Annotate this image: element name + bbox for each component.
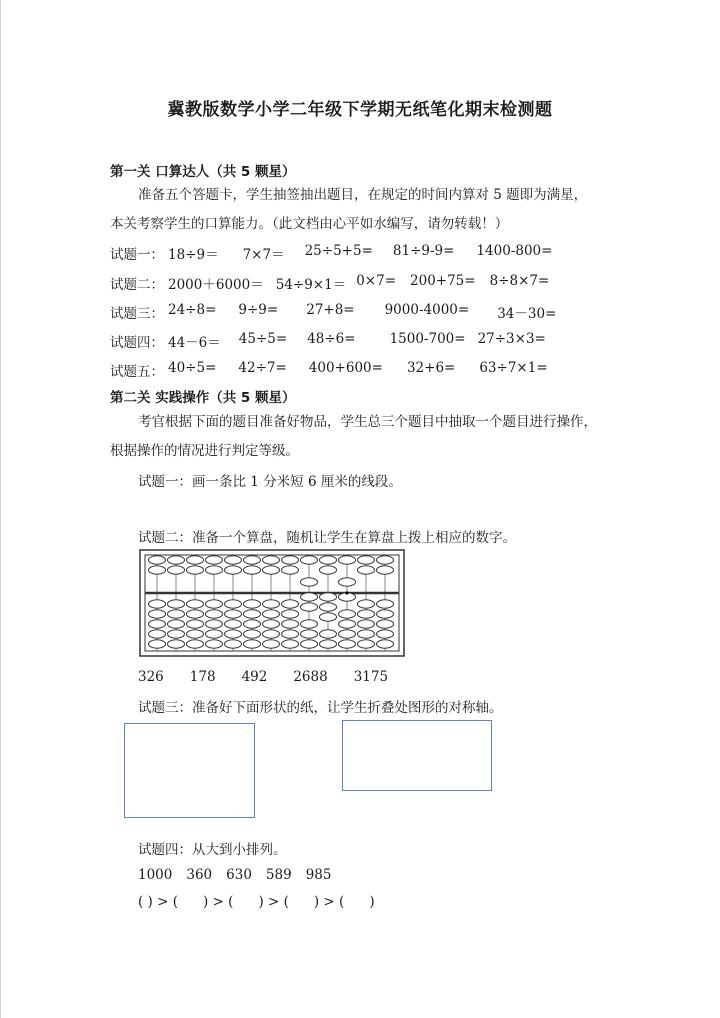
rectangle-paper-shape <box>342 720 492 791</box>
abacus-bead <box>244 630 261 638</box>
problem: 32+6= <box>406 360 456 376</box>
abacus-bead <box>320 630 337 638</box>
oral-row-3 <box>110 302 576 322</box>
problem: 7×7＝ <box>242 247 285 263</box>
abacus-bead <box>263 566 280 574</box>
abacus-bead <box>244 640 261 648</box>
section1-intro-line2: 本关考察学生的口算能力。（此文档由心平如水编写，请勿转载！） <box>110 216 509 232</box>
abacus-number: 3175 <box>353 669 389 685</box>
abacus-bead <box>225 600 242 608</box>
row-label: 试题四： <box>110 335 164 351</box>
abacus-bead <box>377 600 394 608</box>
problem: 40÷5= <box>168 360 217 376</box>
square-paper-shape <box>124 723 255 818</box>
abacus-bead <box>282 610 299 618</box>
abacus-bead <box>377 610 394 618</box>
order-number: 589 <box>265 867 292 883</box>
abacus-bead <box>225 610 242 618</box>
abacus-bead <box>301 620 318 628</box>
abacus-bead <box>282 556 299 564</box>
problem: 27+8= <box>306 302 355 318</box>
abacus-bead <box>282 640 299 648</box>
row-label: 试题五： <box>110 364 164 380</box>
order-number: 630 <box>226 867 252 883</box>
section2-intro <box>110 408 610 466</box>
abacus-bead <box>225 630 242 638</box>
oral-row-2 <box>110 273 569 293</box>
abacus-bead <box>282 566 299 574</box>
abacus-bead <box>149 610 166 618</box>
abacus-bead <box>187 600 204 608</box>
abacus-bead <box>244 556 261 564</box>
practice-q1: 试题一：画一条比 1 分米短 6 厘米的线段。 <box>138 474 402 490</box>
abacus-bead <box>339 610 356 618</box>
abacus-bead <box>149 600 166 608</box>
problem: 8÷8×7= <box>489 273 550 289</box>
abacus-bead <box>168 640 185 648</box>
abacus-bead <box>263 640 280 648</box>
abacus-bead <box>339 620 356 628</box>
abacus-bead <box>282 600 299 608</box>
problem: 25÷5+5= <box>304 243 373 259</box>
row-label: 试题三： <box>110 306 164 322</box>
abacus-bead <box>225 620 242 628</box>
problem: 9000-4000= <box>384 302 470 318</box>
abacus-number: 326 <box>138 669 164 685</box>
abacus-bead <box>263 600 280 608</box>
problem: 81÷9-9= <box>392 243 455 259</box>
abacus-bead <box>282 620 299 628</box>
problem: 45÷5= <box>238 331 288 347</box>
abacus-bead <box>225 556 242 564</box>
abacus-bead <box>149 556 166 564</box>
abacus-bead <box>206 566 223 574</box>
problem: 1500-700= <box>389 331 466 347</box>
abacus-bead <box>244 610 261 618</box>
problem: 18÷9＝ <box>168 247 219 263</box>
problem: 42÷7= <box>238 360 287 376</box>
order-blanks <box>138 894 384 910</box>
abacus-bead <box>358 610 375 618</box>
abacus-bead <box>168 630 185 638</box>
answer-blank[interactable]: ) > ( <box>258 894 289 910</box>
abacus-bead <box>301 578 318 586</box>
problem: 400+600= <box>308 360 383 376</box>
abacus-bead <box>244 566 261 574</box>
abacus-bead <box>168 620 185 628</box>
abacus-bead <box>206 620 223 628</box>
abacus-bead <box>244 600 261 608</box>
abacus-bead <box>206 640 223 648</box>
abacus-number: 178 <box>189 669 216 685</box>
page-title: 冀教版数学小学二年级下学期无纸笔化期末检测题 <box>167 100 553 120</box>
abacus-bead <box>301 630 318 638</box>
problem: 34－30= <box>497 306 557 322</box>
abacus-bead <box>225 566 242 574</box>
abacus-bead <box>168 556 185 564</box>
problem: 48÷6= <box>307 331 356 347</box>
abacus-bead <box>149 566 166 574</box>
abacus-bead <box>168 566 185 574</box>
abacus-bead <box>187 556 204 564</box>
practice-q4: 试题四：从大到小排列。 <box>138 842 287 858</box>
problem: 63÷7×1= <box>479 360 548 376</box>
abacus-bead <box>339 556 356 564</box>
abacus-bead <box>377 620 394 628</box>
abacus-bead <box>149 620 166 628</box>
problem: 9÷9= <box>238 302 279 318</box>
oral-row-1 <box>110 243 572 263</box>
section2-intro-line2: 根据操作的情况进行判定等级。 <box>110 443 299 459</box>
problem: 54÷9×1＝ <box>275 277 347 293</box>
answer-blank[interactable]: ) <box>369 894 375 910</box>
abacus-bead <box>320 566 337 574</box>
abacus-bead <box>206 610 223 618</box>
abacus-bead <box>320 556 337 564</box>
abacus-bead <box>320 593 337 601</box>
abacus-bead <box>187 610 204 618</box>
abacus-bead <box>282 630 299 638</box>
section1-heading: 第一关 口算达人（共 5 颗星） <box>110 164 296 180</box>
abacus-bead <box>358 630 375 638</box>
abacus-number: 492 <box>241 669 268 685</box>
abacus-bead <box>301 593 318 601</box>
abacus-bead <box>168 610 185 618</box>
answer-blank[interactable]: ) > ( <box>203 894 234 910</box>
abacus-bead <box>339 640 356 648</box>
abacus-bead <box>206 600 223 608</box>
section1-intro-line1: 准备五个答题卡，学生抽签抽出题目，在规定的时间内算对 5 题即为满星， <box>138 187 588 203</box>
oral-row-4 <box>110 331 566 351</box>
abacus-bead <box>206 630 223 638</box>
abacus-bead <box>187 620 204 628</box>
abacus-bead <box>377 640 394 648</box>
section1-intro <box>110 181 610 239</box>
practice-q2: 试题二：准备一个算盘，随机让学生在算盘上拨上相应的数字。 <box>138 530 516 546</box>
abacus-bead <box>358 566 375 574</box>
abacus-bead <box>206 556 223 564</box>
page-edge <box>0 0 1 1018</box>
oral-row-5 <box>110 360 568 380</box>
answer-blank[interactable]: ) > ( <box>313 894 345 910</box>
abacus-bead <box>339 578 356 586</box>
abacus-bead <box>320 613 337 621</box>
abacus-bead <box>263 556 280 564</box>
abacus-bead <box>149 640 166 648</box>
order-numbers <box>138 867 357 883</box>
abacus-bead <box>244 620 261 628</box>
problem: 44－6＝ <box>168 335 221 351</box>
row-label: 试题一： <box>110 247 164 263</box>
abacus-bead <box>168 600 185 608</box>
abacus-bead <box>187 640 204 648</box>
abacus-bead <box>320 640 337 648</box>
abacus-bead <box>358 620 375 628</box>
abacus-bead <box>358 556 375 564</box>
problem: 2000＋6000＝ <box>168 277 264 293</box>
practice-q3: 试题三：准备好下面形状的纸，让学生折叠处图形的对称轴。 <box>138 700 503 716</box>
row-label: 试题二： <box>110 277 164 293</box>
abacus-illustration <box>139 549 405 657</box>
problem: 0×7= <box>356 273 397 289</box>
abacus-number: 2688 <box>293 669 328 685</box>
abacus-bead <box>358 640 375 648</box>
abacus-bead <box>187 630 204 638</box>
abacus-unit-dot <box>345 591 348 594</box>
abacus-bead <box>377 556 394 564</box>
abacus-bead <box>149 630 166 638</box>
abacus-bead <box>377 630 394 638</box>
abacus-bead <box>263 630 280 638</box>
abacus-bead <box>339 630 356 638</box>
order-number: 985 <box>305 867 332 883</box>
problem: 24÷8= <box>168 302 217 318</box>
abacus-bead <box>187 566 204 574</box>
problem: 27÷3×3= <box>477 331 546 347</box>
problem: 1400-800= <box>476 243 553 259</box>
abacus-bead <box>320 603 337 611</box>
section2-intro-line1: 考官根据下面的题目准备好物品，学生总三个题目中抽取一个题目进行操作， <box>138 414 597 430</box>
abacus-numbers <box>138 669 414 685</box>
section2-heading: 第二关 实践操作（共 5 颗星） <box>110 390 296 406</box>
abacus-bead <box>358 600 375 608</box>
answer-blank[interactable]: ( ) > ( <box>138 894 178 910</box>
abacus-bead <box>301 640 318 648</box>
order-number: 360 <box>186 867 213 883</box>
abacus-bead <box>377 566 394 574</box>
order-number: 1000 <box>138 867 173 883</box>
abacus-bead <box>301 603 318 611</box>
abacus-bead <box>263 620 280 628</box>
abacus-bead <box>225 640 242 648</box>
abacus-bead <box>263 610 280 618</box>
problem: 200+75= <box>410 273 476 289</box>
abacus-bead <box>301 556 318 564</box>
